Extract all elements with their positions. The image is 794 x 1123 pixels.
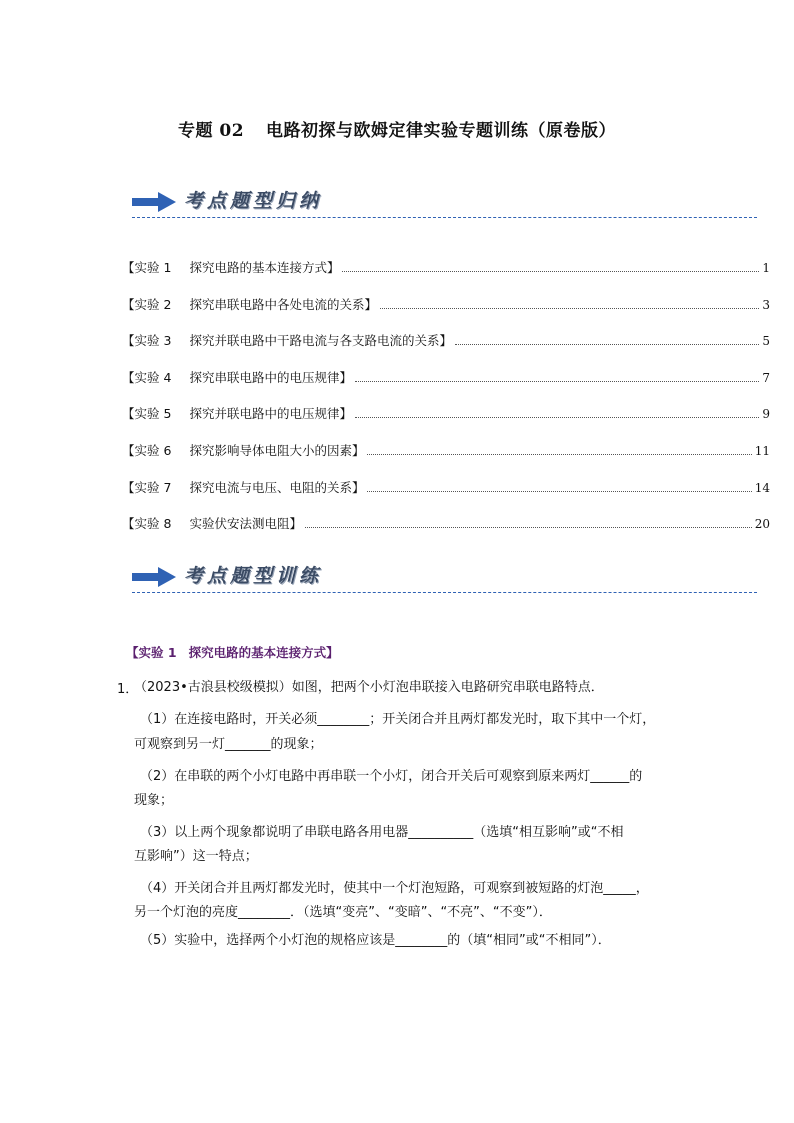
toc-entry-text: 探究影响导体电阻大小的因素】 [189,442,365,458]
section-heading [126,643,339,661]
toc-entry-tag: 【实验 8 [122,516,172,532]
dashed-rule [132,217,757,218]
toc-entry-label [122,258,339,276]
section-banner-summary [132,186,757,220]
toc-entry-label [122,295,377,313]
arrow-right-icon [132,192,176,212]
toc-page-number: 20 [754,517,770,532]
toc-entry[interactable] [122,368,770,405]
toc-entry-label [122,514,302,532]
toc-entry-tag: 【实验 6 [122,442,172,458]
section-tag: 【实验 1 [126,645,177,660]
table-of-contents [122,258,770,551]
title-number: 专题 02 [177,121,245,141]
question-line: （3）以上两个现象都说明了串联电路各用电器__________（选填“相互影响”或“不相 [140,825,624,840]
toc-entry-label [122,441,364,459]
toc-page-number: 14 [754,480,770,495]
question-line: （2）在串联的两个小灯电路中再串联一个小灯，闭合开关后可观察到原来两灯______的 [140,769,643,784]
toc-leader-dots [355,380,759,382]
toc-entry-text: 探究串联电路中的电压规律】 [189,369,352,385]
question-line: 互影响”）这一特点； [134,849,258,864]
toc-entry[interactable] [122,404,770,441]
section-banner-training [132,561,757,595]
toc-page-number: 9 [762,407,770,422]
toc-entry[interactable] [122,258,770,295]
question-line: （1）在连接电路时，开关必须________；开关闭合并且两灯都发光时，取下其中一个灯， [140,712,656,727]
toc-leader-dots [355,416,759,418]
toc-entry-text: 探究串联电路中各处电流的关系】 [189,296,377,312]
toc-page-number: 11 [754,443,770,458]
toc-entry-label [122,478,364,496]
toc-page-number: 7 [762,370,770,385]
toc-leader-dots [305,526,752,528]
toc-entry-tag: 【实验 4 [122,369,172,385]
question-line: （5）实验中，选择两个小灯泡的规格应该是________的（填“相同”或“不相同”）． [140,933,611,948]
toc-leader-dots [367,490,751,492]
toc-leader-dots [455,343,759,345]
toc-page-number: 1 [762,261,770,275]
toc-entry[interactable] [122,295,770,332]
question-line: 可观察到另一灯_______的现象； [134,737,323,752]
toc-entry-text: 探究电路的基本连接方式】 [189,260,340,275]
toc-entry-tag: 【实验 5 [122,406,172,422]
toc-entry-text: 实验伏安法测电阻】 [189,516,302,532]
banner-label: 考点题型归纳 [184,190,323,212]
arrow-right-icon [132,567,176,587]
toc-page-number: 3 [762,297,770,312]
toc-entry[interactable] [122,441,770,478]
title-text: 电路初探与欧姆定律实验专题训练（原卷版） [266,121,617,141]
toc-leader-dots [380,307,759,309]
section-text: 探究电路的基本连接方式】 [188,645,339,660]
toc-entry[interactable] [122,331,770,368]
toc-entry-label [122,331,452,349]
banner-label: 考点题型训练 [184,565,323,587]
toc-entry-tag: 【实验 3 [122,333,172,349]
question-line: （2023•古浪县校级模拟）如图，把两个小灯泡串联接入电路研究串联电路特点． [134,680,604,695]
toc-entry-tag: 【实验 2 [122,296,172,312]
toc-entry-text: 探究并联电路中的电压规律】 [189,406,352,422]
toc-page-number: 5 [762,334,770,349]
toc-entry-tag: 【实验 7 [122,479,172,495]
toc-entry-tag: 【实验 1 [122,260,172,275]
toc-leader-dots [342,270,759,272]
page-title [0,116,794,141]
toc-entry-label [122,368,352,386]
toc-entry-text: 探究电流与电压、电阻的关系】 [189,479,365,495]
question-line: 现象； [134,793,174,808]
toc-entry-text: 探究并联电路中干路电流与各支路电流的关系】 [189,333,452,349]
toc-entry-label [122,404,352,422]
toc-entry[interactable] [122,478,770,515]
toc-leader-dots [367,453,751,455]
question-number: 1． [117,682,139,697]
question-line: 另一个灯泡的亮度________．（选填“变亮”、“变暗”、“不亮”、“不变”）． [134,905,552,920]
dashed-rule [132,592,757,593]
toc-entry[interactable] [122,514,770,551]
question-line: （4）开关闭合并且两灯都发光时，使其中一个灯泡短路，可观察到被短路的灯泡_____， [140,881,649,896]
